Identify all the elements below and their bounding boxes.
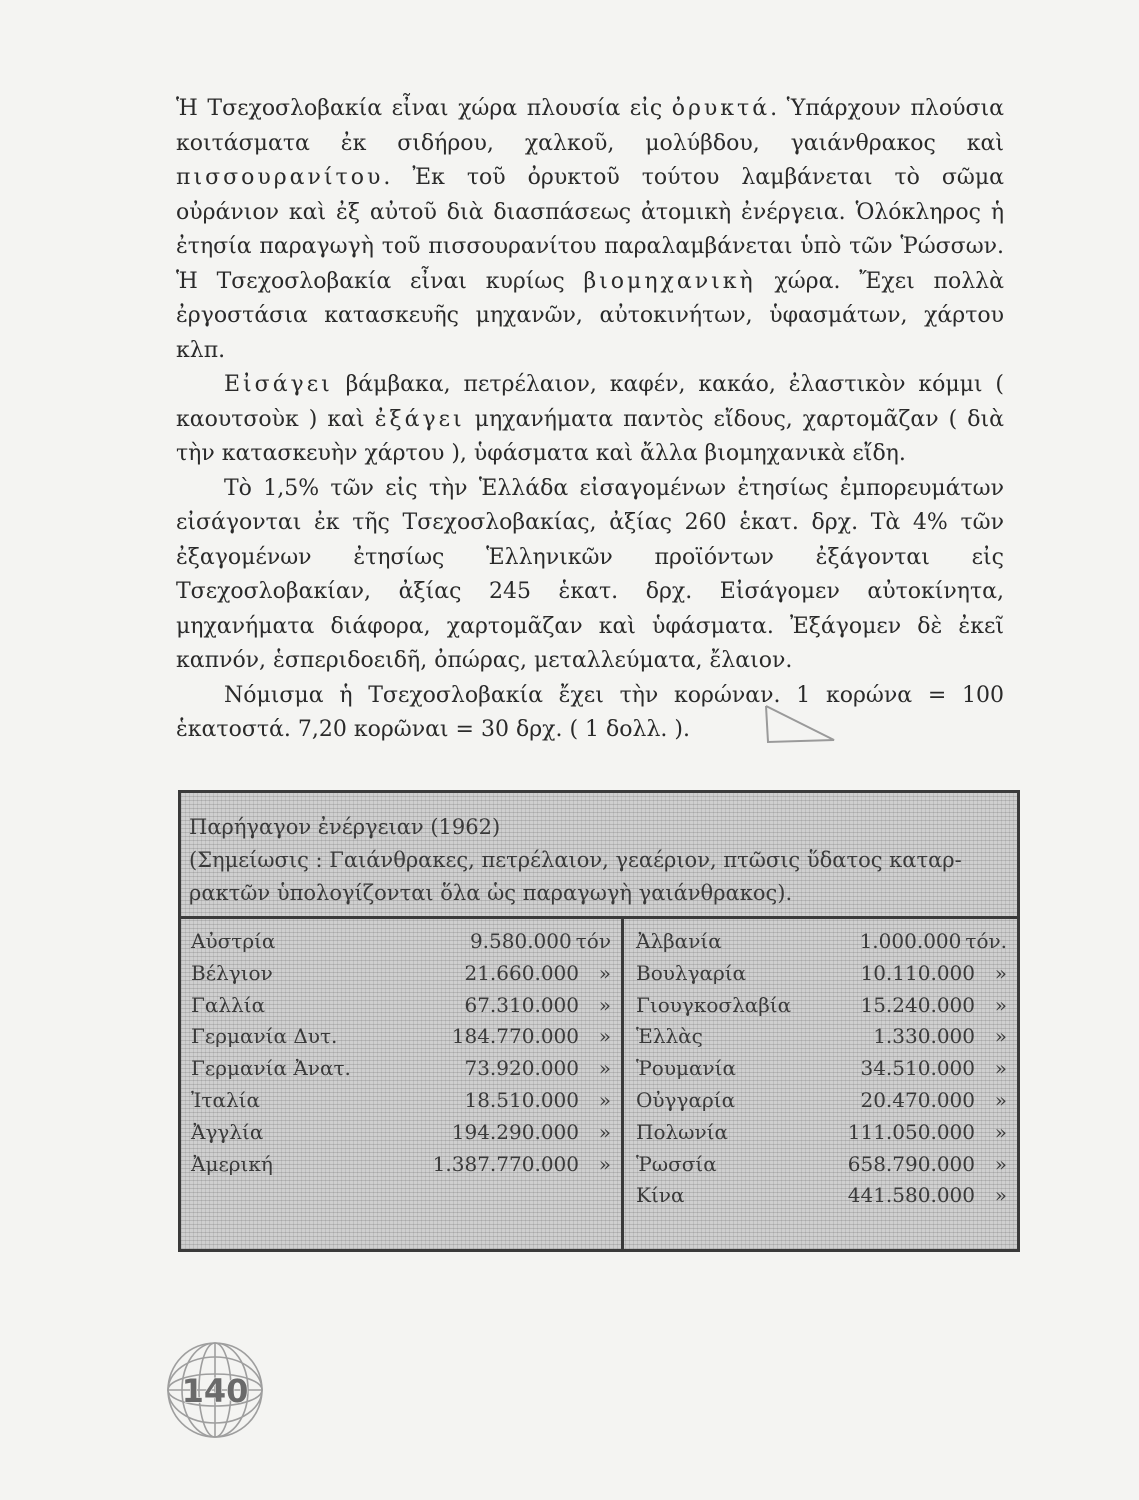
unit-label: » — [994, 1087, 1007, 1112]
production-value-cell — [464, 961, 611, 985]
emphasized-term: ὀρυκτά — [671, 96, 771, 121]
country-name: Γαλλία — [191, 992, 266, 1017]
table-row — [630, 961, 1017, 993]
production-value-cell — [860, 1088, 1007, 1112]
page-number-globe — [163, 1338, 267, 1442]
table-row — [630, 1024, 1017, 1056]
emphasized-term: ἐξάγει — [374, 406, 465, 432]
text-segment: Ἡ Τσεχοσλοβακία εἶναι χώρα πλουσία εἰς — [176, 96, 672, 121]
production-value-cell — [860, 1056, 1007, 1080]
table-row — [630, 1088, 1017, 1120]
table-row — [185, 1120, 621, 1152]
unit-label: » — [994, 1183, 1007, 1208]
table-row — [630, 1056, 1017, 1088]
production-value-cell — [452, 1024, 611, 1048]
production-value: 21.660.000 — [464, 960, 579, 985]
production-value: 10.110.000 — [860, 960, 975, 985]
production-value: 111.050.000 — [847, 1119, 975, 1144]
production-value-cell — [873, 1024, 1007, 1048]
body-text — [176, 92, 1004, 748]
production-value: 1.387.770.000 — [432, 1151, 579, 1176]
country-name: Ἀγγλία — [191, 1119, 264, 1144]
table-row — [185, 929, 621, 961]
unit-label: » — [994, 1024, 1007, 1049]
unit-label: » — [598, 1024, 611, 1049]
energy-production-table — [178, 790, 1020, 1252]
country-name: Ἑλλὰς — [636, 1024, 703, 1049]
country-name: Βέλγιον — [191, 960, 273, 985]
country-name: Πολωνία — [636, 1119, 728, 1144]
production-value: 9.580.000 — [469, 929, 572, 953]
country-name: Κίνα — [636, 1183, 685, 1208]
country-name: Αὐστρία — [191, 929, 276, 953]
country-name: Ἀλβανία — [636, 929, 722, 953]
unit-label: » — [598, 1087, 611, 1112]
text-segment: Τὸ 1,5% τῶν εἰς τὴν Ἑλλάδα εἰσαγομένων ἐτησίως ἐμπορευμάτων εἰσάγονται ἐκ τῆς Τσεχοσλοβακίας, ἀξίας 260 ἑκατ. δρχ. Τὰ 4% τῶν ἐξαγομένων ἐτησίως Ἑλληνικῶν προϊόντων ἐξάγονται εἰς Τσεχοσλοβακίαν, ἀξίας 245 ἑκατ. δρχ. Εἰσάγομεν αὐτοκίνητα, μηχανήματα διάφορα, χαρτομᾶζαν καὶ ὑφάσματα. Ἐξάγομεν δὲ ἐκεῖ καπνόν, ἑσπεριδοειδῆ, ὀπώρας, μεταλλεύματα, ἔλαιον. — [176, 475, 1004, 673]
paragraph-3 — [176, 472, 1004, 679]
production-value: 73.920.000 — [464, 1056, 579, 1081]
paragraph-2 — [176, 368, 1004, 472]
table-row — [185, 1024, 621, 1056]
unit-label: » — [598, 1056, 611, 1081]
table-title: Παρήγαγον ἐνέργειαν (1962) — [189, 815, 501, 839]
production-value-cell — [464, 993, 611, 1017]
table-row — [185, 961, 621, 993]
country-name: Ἰταλία — [191, 1087, 261, 1112]
production-value: 18.510.000 — [464, 1087, 579, 1112]
country-name: Γερμανία Ἀνατ. — [191, 1056, 351, 1081]
table-row — [630, 1183, 1017, 1215]
production-value-cell — [860, 993, 1007, 1017]
production-value-cell — [848, 1152, 1007, 1176]
table-left-column — [181, 919, 621, 1249]
country-name: Βουλγαρία — [636, 960, 747, 985]
table-note-line-1: (Σημείωσις : Γαιάνθρακες, πετρέλαιον, γεαέριον, πτῶσις ὕδατος καταρ- — [189, 848, 962, 872]
country-name: Οὐγγαρία — [636, 1087, 736, 1112]
country-name: Γιουγκοσλαβία — [636, 992, 792, 1017]
table-row — [630, 993, 1017, 1025]
table-note-line-2: ρακτῶν ὑπολογίζονται ὅλα ὡς παραγωγὴ γαιάνθρακος). — [189, 881, 793, 905]
production-value-cell — [860, 961, 1007, 985]
table-row — [185, 993, 621, 1025]
text-segment: . Ὑπάρχουν πλούσια κοιτάσματα ἐκ σιδήρου, χαλκοῦ, μολύβδου, γαιάνθρακος καὶ — [176, 96, 1004, 156]
pencil-arrow-mark — [752, 700, 842, 760]
paragraph-1 — [176, 92, 1004, 368]
text-segment: χώρα. Ἔχει πολλὰ ἐργοστάσια κατασκευῆς μηχανῶν, αὐτοκινήτων, ὑφασμάτων, χάρτου κλπ. — [176, 268, 1004, 363]
table-row — [630, 929, 1017, 961]
production-value: 194.290.000 — [451, 1119, 579, 1144]
table-header — [181, 793, 1017, 919]
unit-label: » — [598, 992, 611, 1017]
text-segment: Νόμισμα ἡ Τσεχοσλοβακία ἔχει τὴν κορώναν. 1 κορώνα = 100 ἑκατοστά. 7,20 κορῶναι = 30 δρχ. ( 1 δολλ. ). — [176, 682, 1004, 742]
table-row — [185, 1152, 621, 1184]
emphasized-term: πισσουρανίτου — [176, 165, 384, 190]
unit-label: » — [598, 1151, 611, 1176]
unit-label: » — [994, 1056, 1007, 1081]
unit-label: » — [598, 960, 611, 985]
page-number: 140 — [181, 1372, 249, 1410]
production-value-cell — [452, 1120, 611, 1144]
production-value-cell — [433, 1152, 611, 1176]
production-value: 1.330.000 — [873, 1024, 975, 1049]
production-value-cell — [860, 929, 1007, 953]
text-segment: μηχανήματα παντὸς εἴδους, χαρτομᾶζαν ( διὰ τὴν κατασκευὴν χάρτου ), ὑφάσματα καὶ ἄλλα βιομηχανικὰ εἴδη. — [176, 406, 1004, 466]
unit-label: τόν — [575, 929, 611, 953]
table-row — [185, 1056, 621, 1088]
production-value: 441.580.000 — [847, 1183, 975, 1208]
country-name: Γερμανία Δυτ. — [191, 1024, 338, 1049]
production-value: 658.790.000 — [847, 1151, 975, 1176]
text-segment: βάμβακα, πετρέλαιον, καφέν, κακάο, ἐλαστικὸν κόμμι ( καουτσοὺκ ) καὶ — [176, 372, 1004, 432]
production-value: 20.470.000 — [860, 1087, 975, 1112]
unit-label: » — [994, 1119, 1007, 1144]
table-row — [630, 1120, 1017, 1152]
unit-label: » — [994, 992, 1007, 1017]
country-name: Ῥουμανία — [636, 1056, 737, 1081]
unit-label: » — [598, 1119, 611, 1144]
production-value: 15.240.000 — [860, 992, 975, 1017]
table-row — [185, 1088, 621, 1120]
production-value-cell — [848, 1183, 1007, 1207]
unit-label: » — [994, 1151, 1007, 1176]
unit-label: » — [994, 960, 1007, 985]
production-value: 184.770.000 — [451, 1024, 579, 1049]
country-name: Ἀμερική — [191, 1151, 273, 1176]
emphasized-term: Εἰσάγει — [224, 372, 333, 397]
table-row — [630, 1152, 1017, 1184]
production-value-cell — [464, 1088, 611, 1112]
unit-label: τόν. — [965, 929, 1007, 953]
production-value-cell — [464, 1056, 611, 1080]
production-value-cell — [470, 929, 611, 953]
production-value: 67.310.000 — [464, 992, 579, 1017]
production-value: 34.510.000 — [860, 1056, 975, 1081]
emphasized-term: βιομηχανικὴ — [583, 268, 756, 294]
paragraph-4 — [176, 679, 1004, 748]
production-value-cell — [848, 1120, 1007, 1144]
production-value: 1.000.000 — [859, 929, 962, 953]
text-segment: . Ἐκ τοῦ ὀρυκτοῦ τούτου λαμβάνεται τὸ σῶμα οὐράνιον καὶ ἐξ αὐτοῦ διὰ διασπάσεως ἀτομικὴ ἐνέργεια. Ὁλόκληρος ἡ ἐτησία παραγωγὴ τοῦ πισσουρανίτου παραλαμβάνεται ὑπὸ τῶν Ῥώσσων. Ἡ Τσεχοσλοβακία εἶναι κυρίως — [176, 165, 1004, 294]
table-right-column — [621, 919, 1017, 1249]
country-name: Ῥωσσία — [636, 1151, 717, 1176]
